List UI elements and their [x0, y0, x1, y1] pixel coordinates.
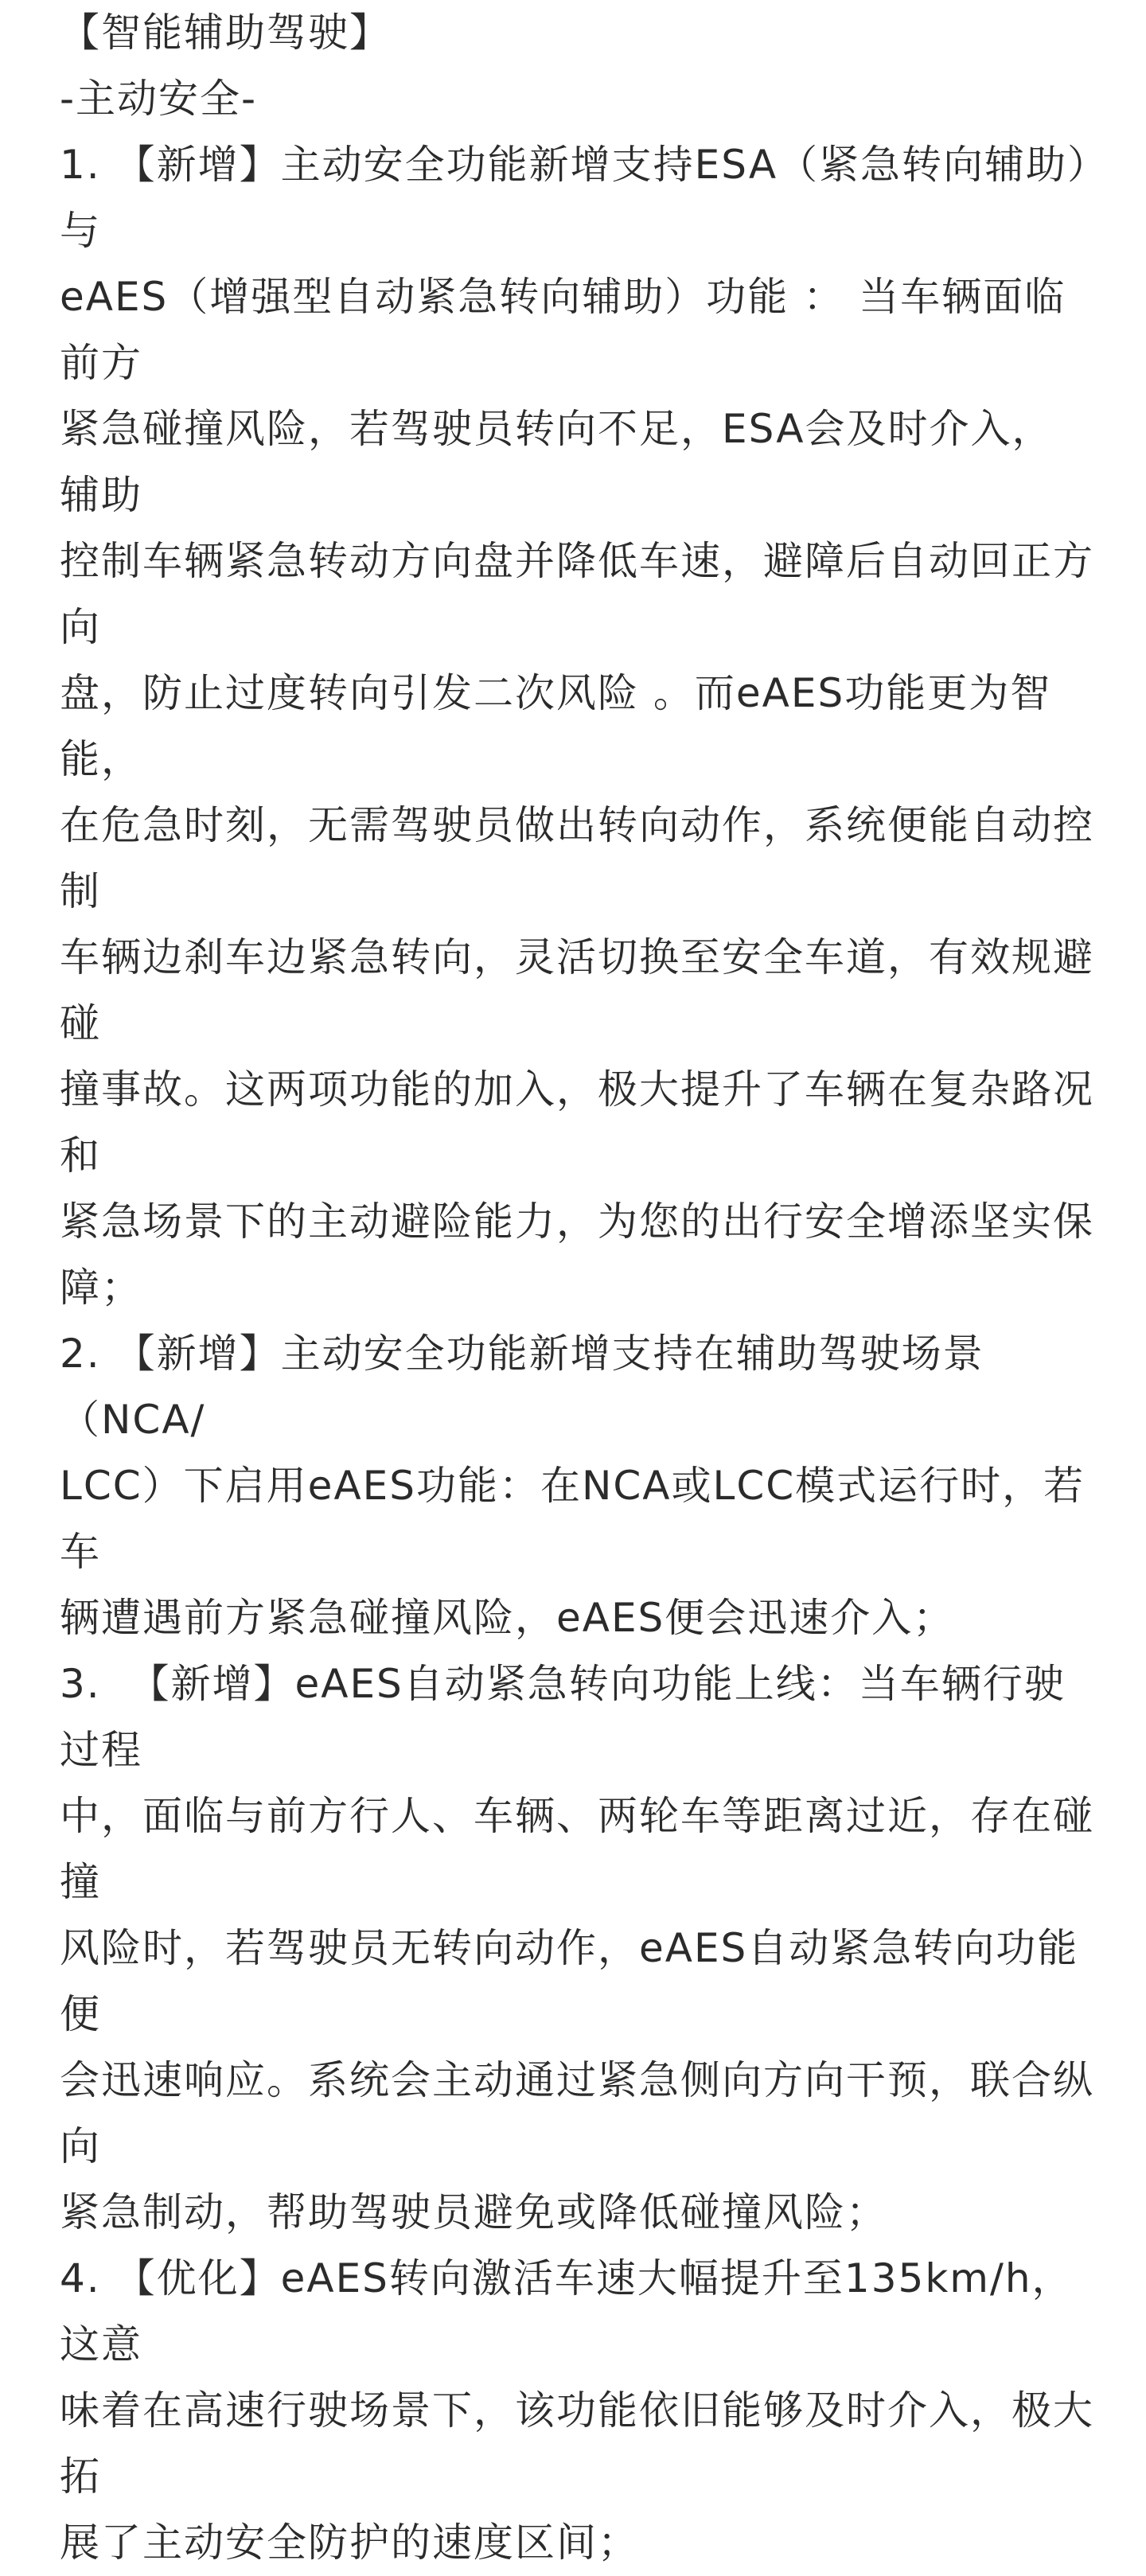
- text-line: 障；: [60, 1265, 142, 1311]
- text-line: 2. 【新增】主动安全功能新增支持在辅助驾驶场景（NCA/: [60, 1331, 984, 1443]
- text-line: 4. 【优化】eAES转向激活车速大幅提升至135km/h，这意: [60, 2255, 1074, 2368]
- text-line: 中，面临与前方行人、车辆、两轮车等距离过近，存在碰撞: [60, 1793, 1094, 1905]
- text-line: 控制车辆紧急转动方向盘并降低车速，避障后自动回正方向: [60, 538, 1094, 650]
- text-line: 展了主动安全防护的速度区间；: [60, 2519, 639, 2566]
- text-line: eAES（增强型自动紧急转向辅助）功能 ： 当车辆面临前方: [60, 274, 1066, 386]
- text-line: 会迅速响应。系统会主动通过紧急侧向方向干预，联合纵向: [60, 2057, 1094, 2169]
- document-body: [60, 0, 1094, 2576]
- text-line: 在危急时刻，无需驾驶员做出转向动作，系统便能自动控制: [60, 802, 1094, 914]
- text-line: 撞事故。这两项功能的加入，极大提升了车辆在复杂路况和: [60, 1066, 1094, 1179]
- text-line: 风险时，若驾驶员无转向动作，eAES自动紧急转向功能便: [60, 1925, 1079, 2037]
- text-line: 紧急制动，帮助驾驶员避免或降低碰撞风险；: [60, 2189, 887, 2235]
- text-line: 盘，防止过度转向引发二次风险 。而eAES功能更为智能，: [60, 670, 1052, 782]
- text-line: 紧急场景下的主动避险能力，为您的出行安全增添坚实保: [60, 1198, 1094, 1245]
- text-line: 车辆边刹车边紧急转向，灵活切换至安全车道，有效规避碰: [60, 934, 1094, 1046]
- text-line: 辆遭遇前方紧急碰撞风险，eAES便会迅速介入；: [60, 1595, 955, 1641]
- text-line: 紧急碰撞风险，若驾驶员转向不足，ESA会及时介入，辅助: [60, 406, 1054, 518]
- text-line: 3. 【新增】eAES自动紧急转向功能上线：当车辆行驶过程: [60, 1661, 1066, 1773]
- section-heading: 【智能辅助驾驶】: [60, 10, 391, 56]
- text-line: 1. 【新增】主动安全功能新增支持ESA（紧急转向辅助）与: [60, 142, 1089, 254]
- text-line: 味着在高速行驶场景下，该功能依旧能够及时介入，极大拓: [60, 2387, 1094, 2500]
- section-subheading: -主动安全-: [60, 76, 258, 122]
- text-line: LCC）下启用eAES功能：在NCA或LCC模式运行时，若车: [60, 1463, 1086, 1575]
